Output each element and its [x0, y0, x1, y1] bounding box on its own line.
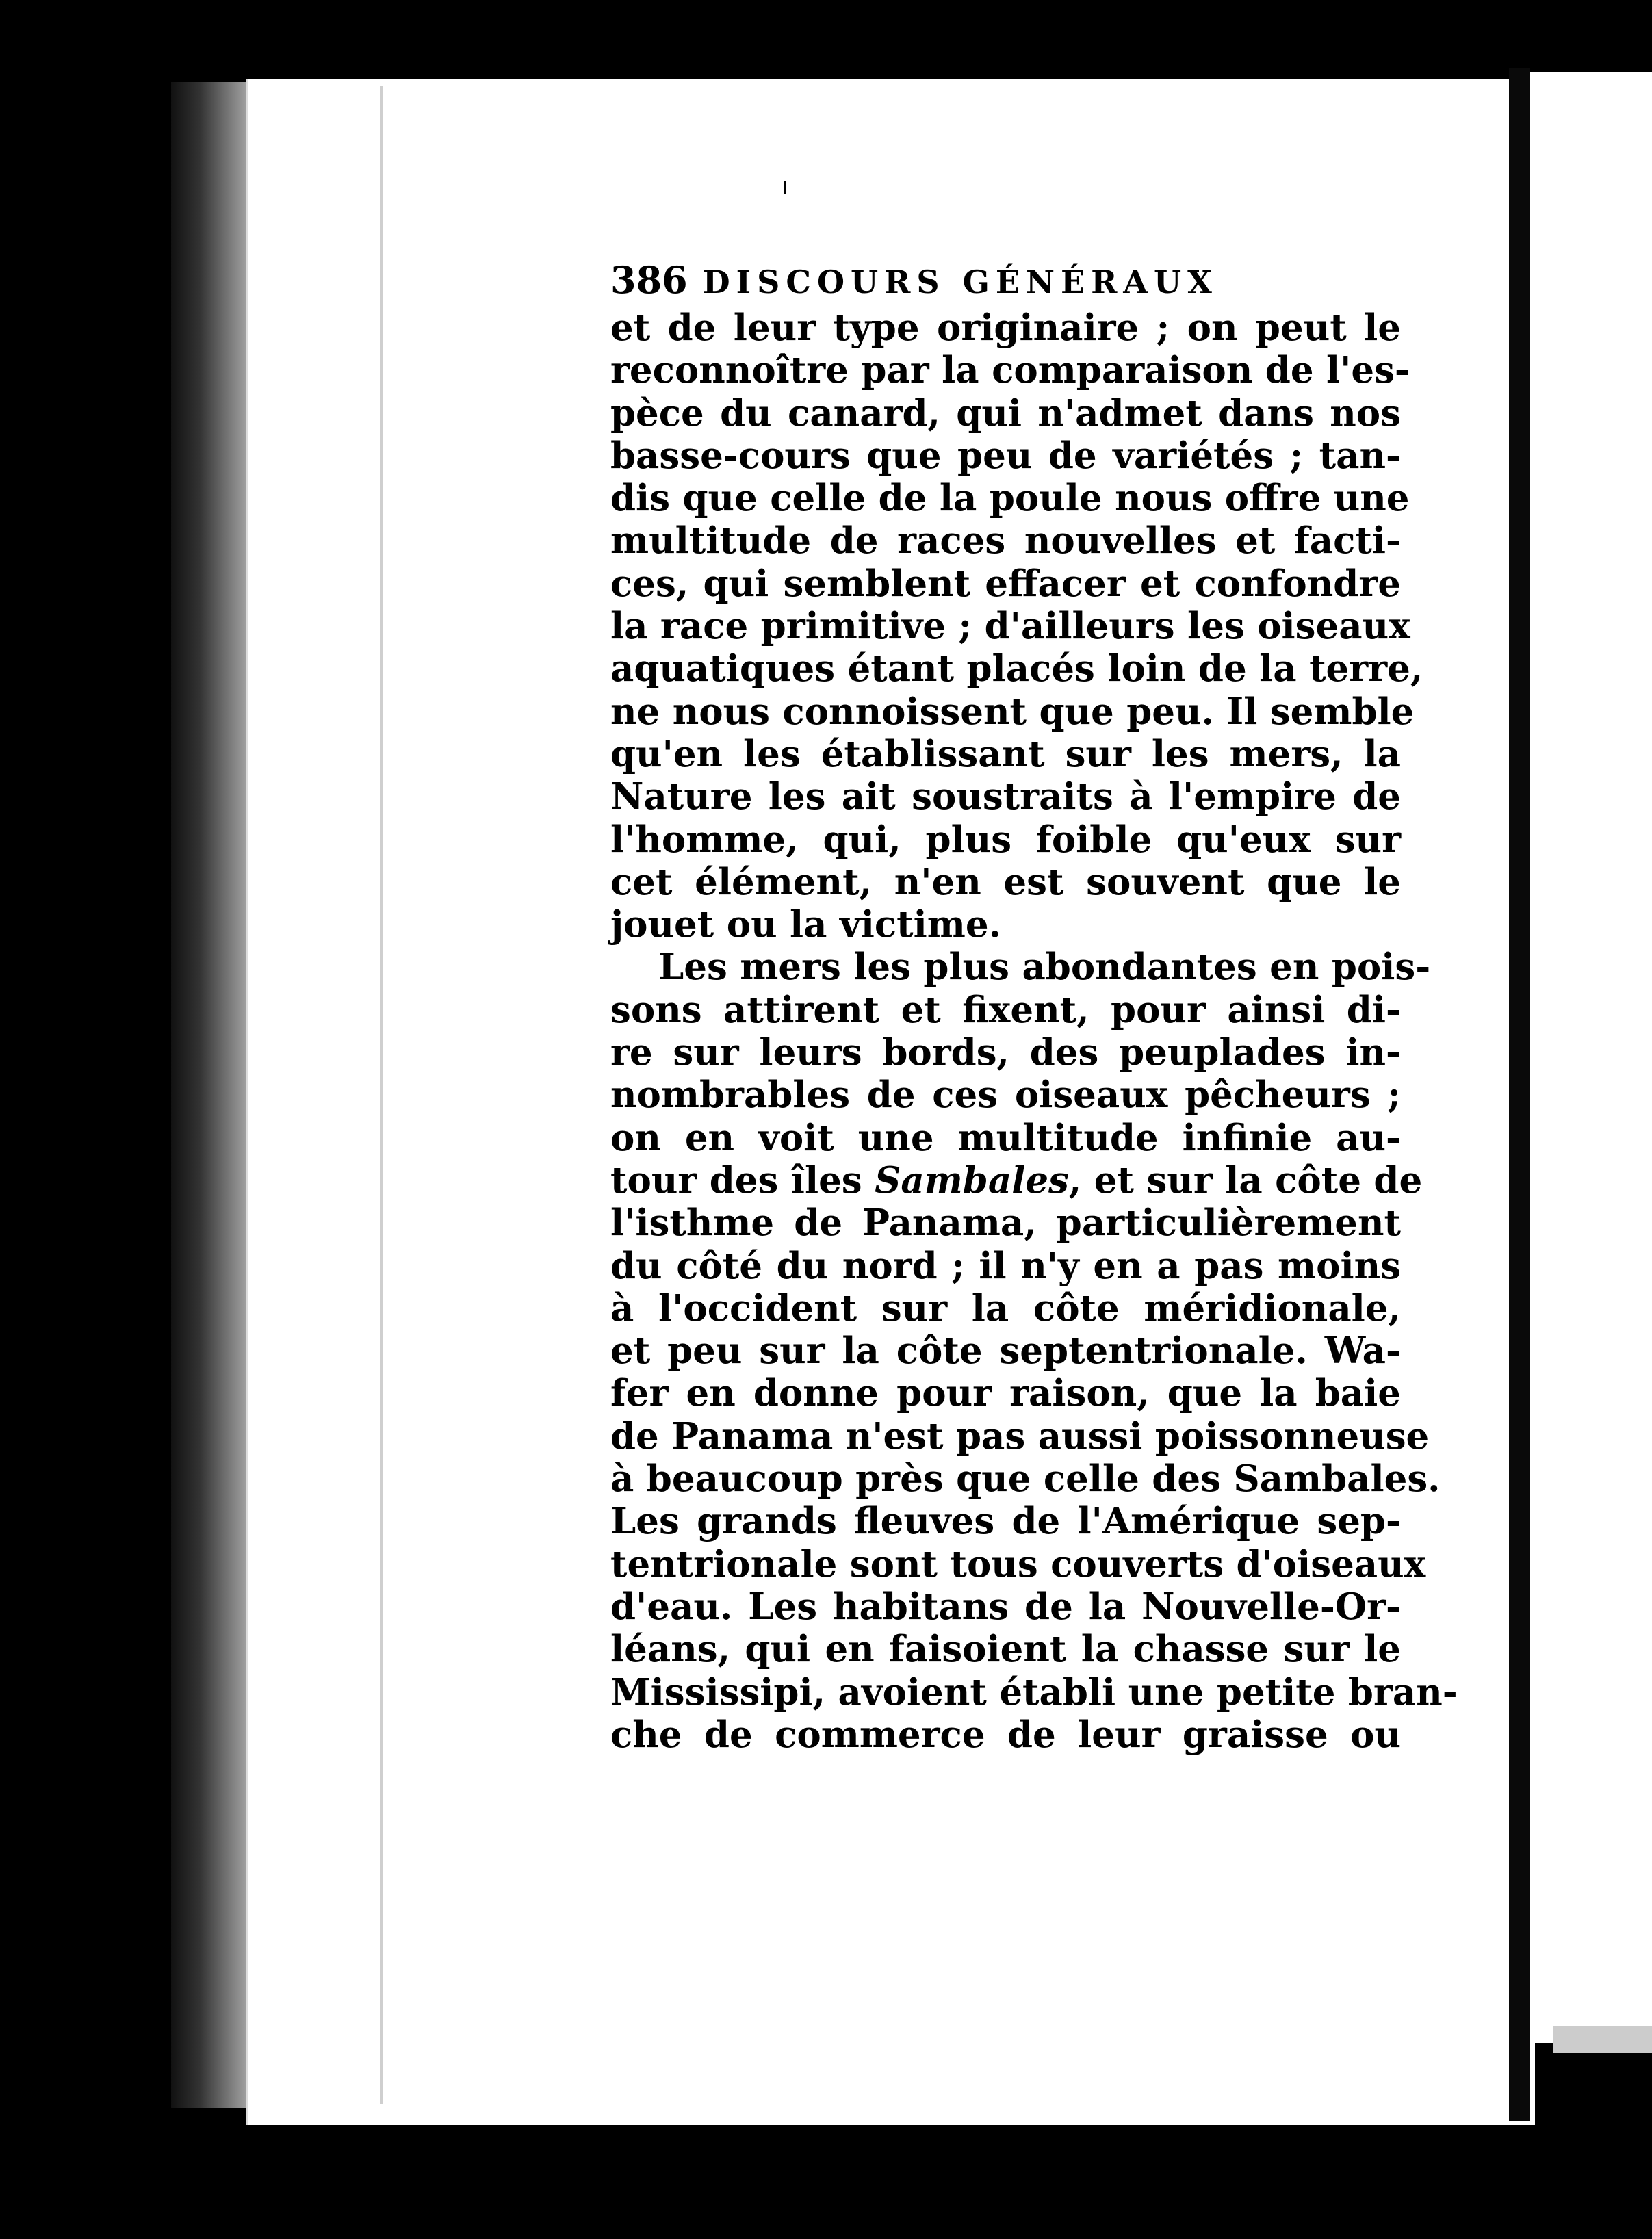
text-line: du côté du nord ; il n'y en a pas moins: [610, 1244, 1401, 1287]
text-line: Les mers les plus abondantes en pois-: [658, 946, 1431, 989]
text-line: de Panama n'est pas aussi poissonneuse: [610, 1414, 1430, 1458]
text-line: fer en donne pour raison, que la baie: [610, 1372, 1401, 1415]
text-line: Mississipi, avoient établi une petite bran-: [610, 1670, 1458, 1713]
text-line: Les grands fleuves de l'Amérique sep-: [610, 1500, 1401, 1543]
text-line: pèce du canard, qui n'admet dans nos: [610, 391, 1401, 435]
running-header: [610, 253, 1401, 307]
text-line: Nature les ait soustraits à l'empire de: [610, 775, 1401, 818]
text-line: léans, qui en faisoient la chasse sur le: [610, 1628, 1401, 1671]
text-line: re sur leurs bords, des peuplades in-: [610, 1031, 1401, 1074]
text-line: l'isthme de Panama, particulièrement: [610, 1202, 1401, 1245]
text-line: nombrables de ces oiseaux pêcheurs ;: [610, 1074, 1401, 1117]
running-title: DISCOURS GÉNÉRAUX: [702, 263, 1218, 300]
text-line: dis que celle de la poule nous offre une: [610, 477, 1410, 520]
text-line: et peu sur la côte septentrionale. Wa-: [610, 1330, 1401, 1373]
page-text: [610, 253, 1458, 1756]
text-line: la race primitive ; d'ailleurs les oiseaux: [610, 605, 1410, 648]
text-line: reconnoître par la comparaison de l'es-: [610, 349, 1410, 392]
text-line: multitude de races nouvelles et facti-: [610, 519, 1401, 562]
text-line: che de commerce de leur graisse ou: [610, 1713, 1401, 1756]
text-line: jouet ou la victime.: [610, 903, 1002, 946]
italic-place-name: Sambales: [875, 1159, 1069, 1202]
text-line: ne nous connoissent que peu. Il semble: [610, 690, 1415, 733]
facing-page-stripe: [1553, 2026, 1652, 2053]
text-line: à l'occident sur la côte méridionale,: [610, 1286, 1401, 1330]
text-line: on en voit une multitude infinie au-: [610, 1116, 1401, 1159]
facing-page-edge: [1530, 72, 1652, 2043]
text-line: d'eau. Les habitans de la Nouvelle-Or-: [610, 1585, 1401, 1628]
text-line: à beaucoup près que celle des Sambales.: [610, 1458, 1441, 1501]
text-segment: tour des îles: [610, 1159, 862, 1202]
text-segment: , et sur la côte de: [1068, 1159, 1423, 1202]
text-line: qu'en les établissant sur les mers, la: [610, 732, 1401, 775]
text-line: ces, qui semblent effacer et confondre: [610, 562, 1401, 605]
page-fold-line: [380, 86, 383, 2104]
text-line: cet élément, n'en est souvent que le: [610, 860, 1401, 903]
gutter-shadow: [1509, 68, 1530, 2121]
printer-mark: [784, 181, 786, 194]
text-line: et de leur type originaire ; on peut le: [610, 307, 1401, 349]
page-number: 386: [610, 258, 688, 302]
text-line: sons attirent et fixent, pour ainsi di-: [610, 988, 1401, 1031]
text-line: basse-cours que peu de variétés ; tan-: [610, 434, 1401, 477]
text-line: tentrionale sont tous couverts d'oiseaux: [610, 1542, 1426, 1586]
text-line: aquatiques étant placés loin de la terre,: [610, 647, 1423, 690]
text-line: l'homme, qui, plus foible qu'eux sur: [610, 818, 1401, 861]
text-line: [610, 1159, 1423, 1202]
